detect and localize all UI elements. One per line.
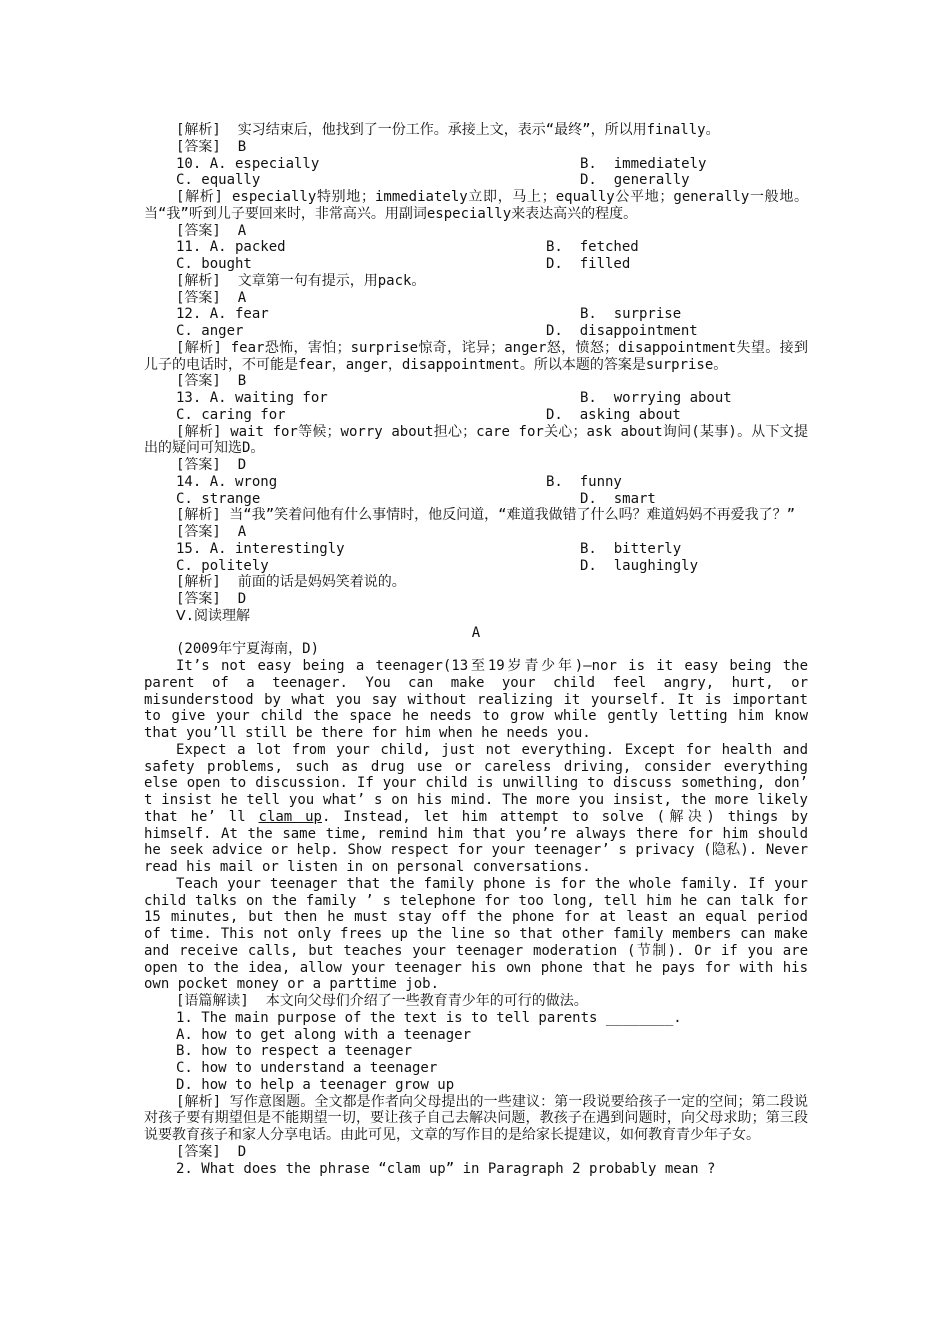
option-right: D. asking about [546,406,681,423]
text-line: [解析] 文章第一句有提示，用pack。 [176,272,426,289]
paragraph: [解析] 当“我”笑着问他有什么事情时，他反问道，“难道我做错了什么吗？难道妈妈不再爱我了？” [176,507,795,524]
option-left: 12. A. fear [176,306,269,323]
option-left: 11. A. packed [176,239,286,256]
option-left: 14. A. wrong [176,473,278,490]
option-left: C. equally [176,172,261,189]
paragraph: [解析] 写作意图题。全文都是作者向父母提出的一些建议：第一段说要给孩子一定的空间；第二段说对孩子要有期望但是不能期望一切，要让孩子自己去解决问题，教孩子在遇到问题时，向父母求助；第三段说要教育孩子和家人分享电话。由此可见，文章的写作目的是给家长提建议，如何教育青少年子女。 [144,1093,808,1143]
option-right: B. surprise [580,306,682,323]
option-row [144,306,808,323]
text-line: Ⅴ.阅读理解 [176,607,251,624]
text-line: [答案] B [176,373,247,390]
option-row [144,172,808,189]
paragraph: [解析] wait for等候；worry about担心；care for关心；ask about询问(某事)。从下文提出的疑问可知选D。 [144,423,808,457]
text-line: [答案] D [176,591,247,607]
text-line: [答案] A [176,524,247,540]
underlined-phrase: clam up [258,808,322,825]
option-row [144,541,808,558]
option-left: C. anger [176,323,244,339]
option-left: 10. A. especially [176,155,320,172]
option-right: B. funny [546,473,622,490]
text-line: [答案] D [176,457,247,473]
paragraph [144,742,808,876]
text-line: C. how to understand a teenager [176,1060,438,1076]
option-row [144,491,808,508]
section-heading: A [471,624,481,641]
text-line: [解析] 实习结束后，他找到了一份工作。承接上文，表示“最终”，所以用finally。 [176,122,720,138]
option-row [144,474,808,491]
paragraph: [解析] especially特别地；immediately立即，马上；equally公平地；generally一般地。当“我”听到儿子要回来时，非常高兴。用副词especially来表达高兴的程度。 [144,189,808,222]
paragraph: Teach your teenager that the family phone is for the whole family. If your child talks on the family ’ s telephone for too long, tell him he can talk for 15 minutes, but then he must stay off the phone for at least an equal period of time. This not only frees up the line so that other family members can make and receive calls, but teaches your teenager moderation (节制). Or if you are open to the idea, allow your teenager his own phone that he pays for with his own pocket money or a parttime job. [144,875,808,993]
text-line: (2009年宁夏海南，D) [176,641,320,658]
text-line: 2. What does the phrase “clam up” in Paragraph 2 probably mean ? [176,1160,716,1177]
option-right: D. smart [580,490,656,507]
text-line: [答案] D [176,1143,247,1160]
option-right: D. disappointment [546,323,698,339]
document-page [144,122,808,1177]
option-left: 13. A. waiting for [176,390,328,406]
option-row [144,407,808,424]
text-line: [语篇解读] 本文向父母们介绍了一些教育青少年的可行的做法。 [176,993,588,1009]
paragraph-text: . Instead, let him attempt to solve (解决) things by himself. At the same time, remind him that you’re always there for him should he seek advice or help. Show respect for your teenager’ s privacy (隐私). Never read his mail or listen in on personal conversations. [144,808,808,875]
option-right: D. generally [580,172,690,189]
paragraph: [解析] fear恐怖，害怕；surprise惊奇，诧异；anger怒，愤怒；disappointment失望。接到儿子的电话时，不可能是fear，anger，disappointment。所以本题的答案是surprise。 [144,339,808,373]
option-row [144,156,808,173]
option-row [144,558,808,575]
text-line: 1. The main purpose of the text is to tell parents ________. [176,1009,682,1026]
option-right: D. laughingly [580,557,699,574]
option-row [144,390,808,407]
option-right: B. immediately [580,155,707,172]
option-row [144,256,808,273]
text-line: D. how to help a teenager grow up [176,1076,455,1093]
paragraph: It’s not easy being a teenager(13至19岁青少年)—nor is it easy being the parent of a teenager. You can make your child feel angry, hurt, or misunderstood by what you say without realizing it yourself. It is important to give your child the space he needs to grow while gently letting him know that you’ll still be there for him when he needs you. [144,658,808,741]
option-right: B. fetched [546,239,639,256]
option-row [144,239,808,256]
option-right: B. worrying about [580,390,732,406]
paragraph-text: Expect a lot from your child, just not everything. Except for health and safety problems, such as drug use or careless driving, consider everything else open to discussion. If your child is unwilling to discuss something, don’ t insist he tell you what’ s on his mind. The more you insist, the more likely that he’ ll [144,741,808,825]
text-line: [解析] 前面的话是妈妈笑着说的。 [176,574,406,591]
option-row [144,323,808,340]
option-left: C. politely [176,557,269,574]
option-right: D. filled [546,256,631,272]
text-line: A. how to get along with a teenager [176,1026,472,1043]
text-line: B. how to respect a teenager [176,1043,413,1060]
text-line: [答案] A [176,222,247,239]
option-left: C. bought [176,256,252,272]
option-left: C. caring for [176,406,286,423]
option-left: 15. A. interestingly [176,540,345,557]
text-line: [答案] A [176,289,247,306]
option-right: B. bitterly [580,540,682,557]
option-left: C. strange [176,490,261,507]
text-line: [答案] B [176,138,247,155]
